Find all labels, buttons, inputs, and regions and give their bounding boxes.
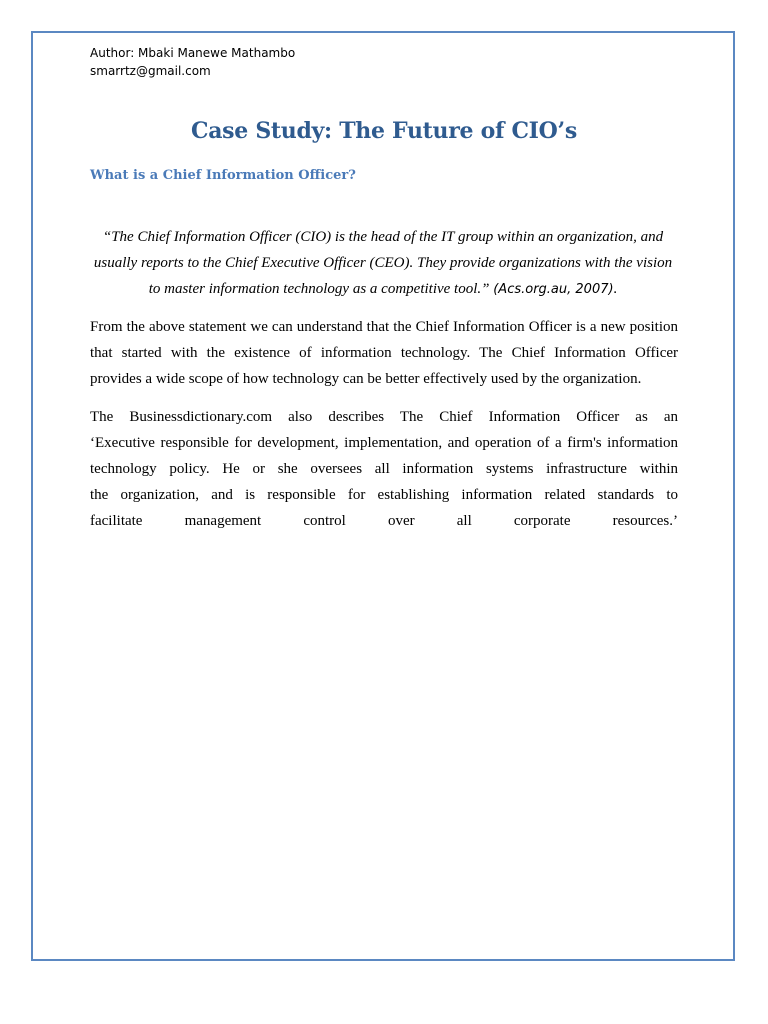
paragraph-line: From the above statement we can understand that the Chief Information Officer is a new position <box>90 319 678 335</box>
quote-line: usually reports to the Chief Executive Officer (CEO). They provide organizations with the vision <box>93 255 673 271</box>
paragraph-line: The Businessdictionary.com also describes The Chief Information Officer as an <box>90 409 678 425</box>
paragraph-line: provides a wide scope of how technology can be better effectively used by the organization. <box>90 371 642 387</box>
quote-citation: (Acs.org.au, 2007) <box>493 282 614 297</box>
quote-line: “The Chief Information Officer (CIO) is the head of the IT group within an organization, and <box>102 229 664 245</box>
definition-quote <box>88 224 678 303</box>
author-block <box>90 44 295 80</box>
document-title: Case Study: The Future of CIO’s <box>191 118 577 144</box>
paragraph-line: the organization, and is responsible for establishing information related standards to <box>90 487 678 503</box>
quote-end: . <box>613 281 618 297</box>
quote-text: to master information technology as a competitive tool.” <box>148 281 490 297</box>
body-paragraph-2 <box>90 404 678 534</box>
author-email: smarrtz@gmail.com <box>90 64 211 78</box>
quote-line-last <box>88 276 678 303</box>
paragraph-line: that started with the existence of information technology. The Chief Information Officer <box>90 345 678 361</box>
paragraph-line: technology policy. He or she oversees all information systems infrastructure within <box>90 461 678 477</box>
paragraph-line: ‘Executive responsible for development, implementation, and operation of a firm's information <box>90 435 678 451</box>
section-heading: What is a Chief Information Officer? <box>90 168 356 183</box>
author-name: Author: Mbaki Manewe Mathambo <box>90 46 296 60</box>
paragraph-line: facilitate management control over all corporate resources.’ <box>90 513 678 529</box>
body-paragraph-1 <box>90 314 678 392</box>
